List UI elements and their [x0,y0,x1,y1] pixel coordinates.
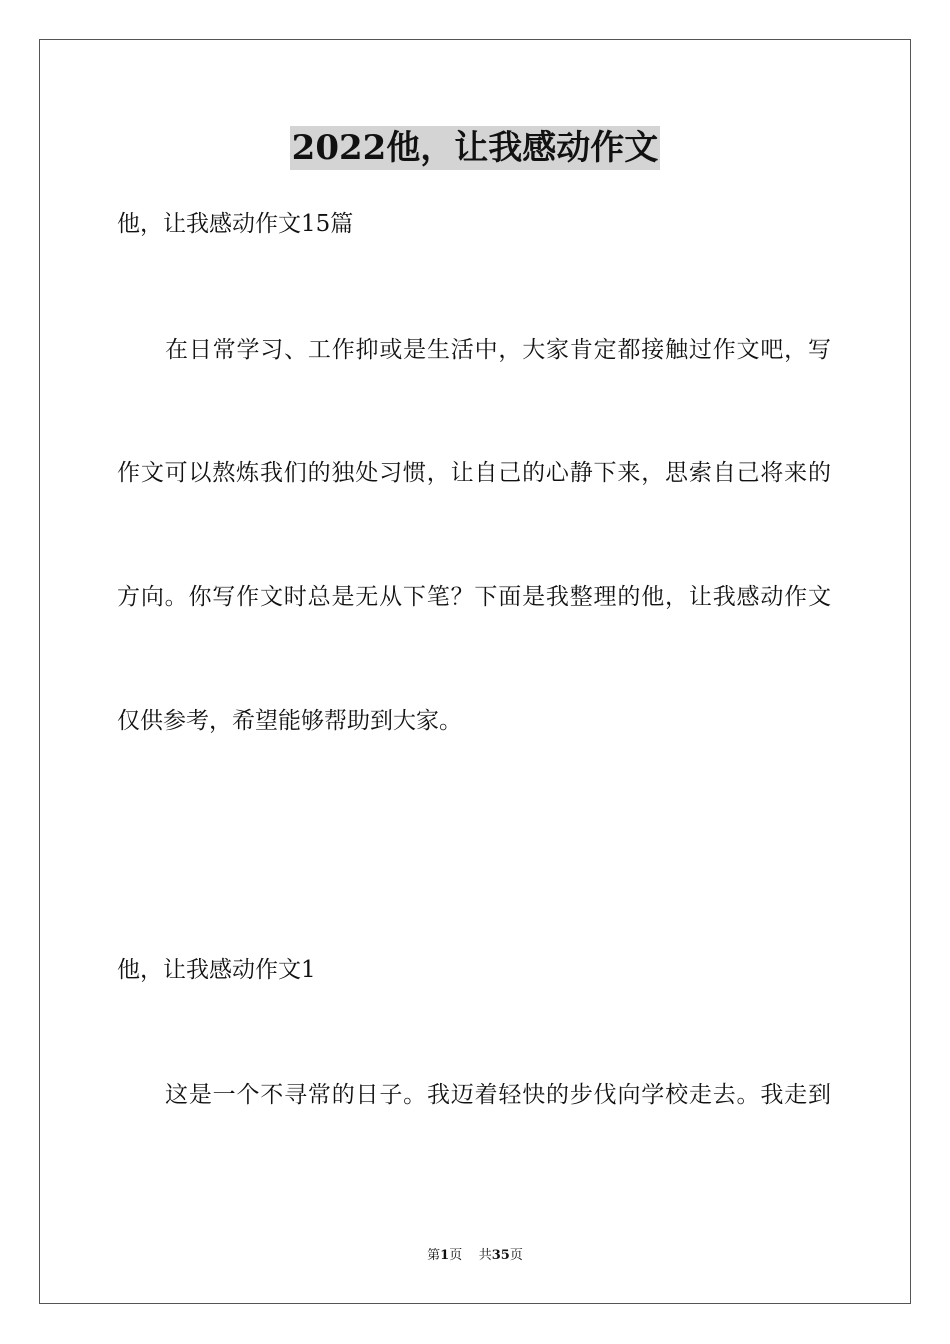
page-footer [0,1246,950,1266]
paragraph-line: 作文可以熬炼我们的独处习惯，让自己的心静下来，思索自己将来的 [117,460,831,486]
total-suffix: 页 [509,1248,523,1263]
section-heading-main: 他，让我感动作文15篇 [117,211,354,237]
document-title: 2022他，让我感动作文 [291,128,659,168]
page-number: 1 [440,1248,450,1263]
paragraph-line: 方向。你写作文时总是无从下笔？下面是我整理的他，让我感动作文 [117,584,831,610]
total-prefix: 共 [478,1248,492,1263]
page-suffix: 页 [449,1248,463,1263]
paragraph-line: 仅供参考，希望能够帮助到大家。 [117,708,462,734]
title-container [0,126,950,170]
page-prefix: 第 [427,1248,441,1263]
paragraph-line: 这是一个不寻常的日子。我迈着轻快的步伐向学校走去。我走到 [165,1082,831,1108]
total-pages: 35 [491,1248,510,1263]
section-heading-essay-1: 他，让我感动作文1 [117,957,316,983]
paragraph-line: 在日常学习、工作抑或是生活中，大家肯定都接触过作文吧，写 [165,337,831,363]
